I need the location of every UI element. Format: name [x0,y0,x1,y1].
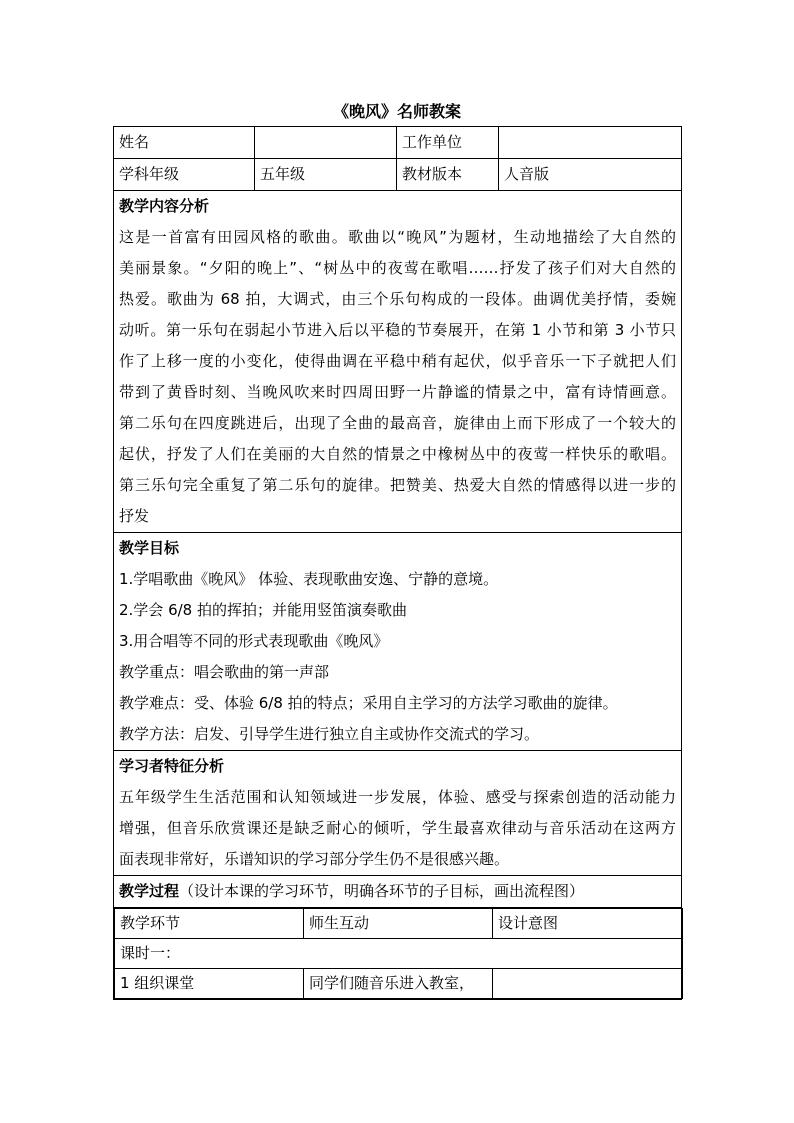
content-analysis-line: 起伏，抒发了人们在美丽的大自然的情景之中橡树丛中的夜莺一样快乐的歌唱。 [119,445,676,463]
content-analysis-line: 带到了黄昏时刻、当晚风吹来时四周田野一片静谧的情景之中，富有诗情画意。 [119,383,676,401]
page-title: 《晚风》名师教案 [332,102,461,121]
process-table [114,908,683,999]
process-cell: 1 组织课堂 [115,969,304,999]
name-label: 姓名 [114,127,255,159]
process-note: （设计本课的学习环节，明确各环节的子目标，画出流程图） [179,882,585,900]
process-title: 教学过程 [119,882,180,900]
subject-grade-value: 五年级 [255,159,397,191]
learner-analysis-line: 增强，但音乐欣赏课还是缺乏耐心的倾听，学生最喜欢律动与音乐活动在这两方 [119,819,676,837]
difficulty-line: 教学难点：受、体验 6/8 拍的特点；采用自主学习的方法学习歌曲的旋律。 [119,694,618,712]
name-value [255,127,397,159]
process-cell [493,969,683,999]
objectives-title: 教学目标 [119,539,180,557]
content-analysis-line: 第三乐句完全重复了第二乐句的旋律。把赞美、热爱大自然的情感得以进一步的 [119,476,676,494]
table-row [115,909,683,939]
content-analysis-line: 这是一首富有田园风格的歌曲。歌曲以“晚风”为题材，生动地描绘了大自然的 [119,228,676,246]
process-cell: 同学们随音乐进入教室， [304,969,493,999]
objectives-section [114,533,682,751]
content-analysis-line: 动听。第一乐句在弱起小节进入后以平稳的节奏展开，在第 1 小节和第 3 小节只 [119,321,676,339]
table-row [114,159,682,191]
content-analysis-line: 热爱。歌曲为 68 拍，大调式，由三个乐句构成的一段体。曲调优美抒情，委婉 [119,290,676,308]
learner-analysis-line: 五年级学生生活范围和认知领域进一步发展，体验、感受与探索创造的活动能力 [119,788,676,806]
table-row [114,127,682,159]
table-row [115,939,683,969]
process-title-row [114,876,682,908]
work-unit-label: 工作单位 [397,127,499,159]
work-unit-value [499,127,682,159]
key-point-line: 教学重点：唱会歌曲的第一声部 [119,663,330,681]
process-header-intent: 设计意图 [493,909,683,939]
learner-analysis-title: 学习者特征分析 [119,757,225,775]
period-label: 课时一： [115,939,683,969]
method-line: 教学方法：启发、引导学生进行独立自主或协作交流式的学习。 [119,725,540,743]
content-analysis-line: 作了上移一度的小变化，使得曲调在平稳中稍有起伏，似乎音乐一下子就把人们 [119,352,676,370]
textbook-version-value: 人音版 [499,159,682,191]
learner-analysis-line: 面表现非常好，乐谱知识的学习部分学生仍不是很感兴趣。 [119,850,510,868]
objective-line: 3.用合唱等不同的形式表现歌曲《晚风》 [119,632,389,650]
content-analysis-section [114,191,682,533]
objective-line: 2.学会 6/8 拍的挥拍；并能用竖笛演奏歌曲 [119,601,407,619]
textbook-version-label: 教材版本 [397,159,499,191]
content-analysis-title: 教学内容分析 [119,197,210,215]
lesson-plan-table [113,126,682,1000]
content-analysis-line: 第二乐句在四度跳进后，出现了全曲的最高音，旋律由上而下形成了一个较大的 [119,414,676,432]
process-header-stage: 教学环节 [115,909,304,939]
content-analysis-line: 抒发 [119,507,150,525]
objective-line: 1.学唱歌曲《晚风》 体验、表现歌曲安逸、宁静的意境。 [119,570,499,588]
subject-grade-label: 学科年级 [114,159,255,191]
process-subtable-row [114,908,682,1000]
learner-analysis-section [114,751,682,876]
process-header-interaction: 师生互动 [304,909,493,939]
content-analysis-line: 美丽景象。“夕阳的晚上”、“树丛中的夜莺在歌唱……抒发了孩子们对大自然的 [119,259,676,277]
table-row [115,969,683,999]
